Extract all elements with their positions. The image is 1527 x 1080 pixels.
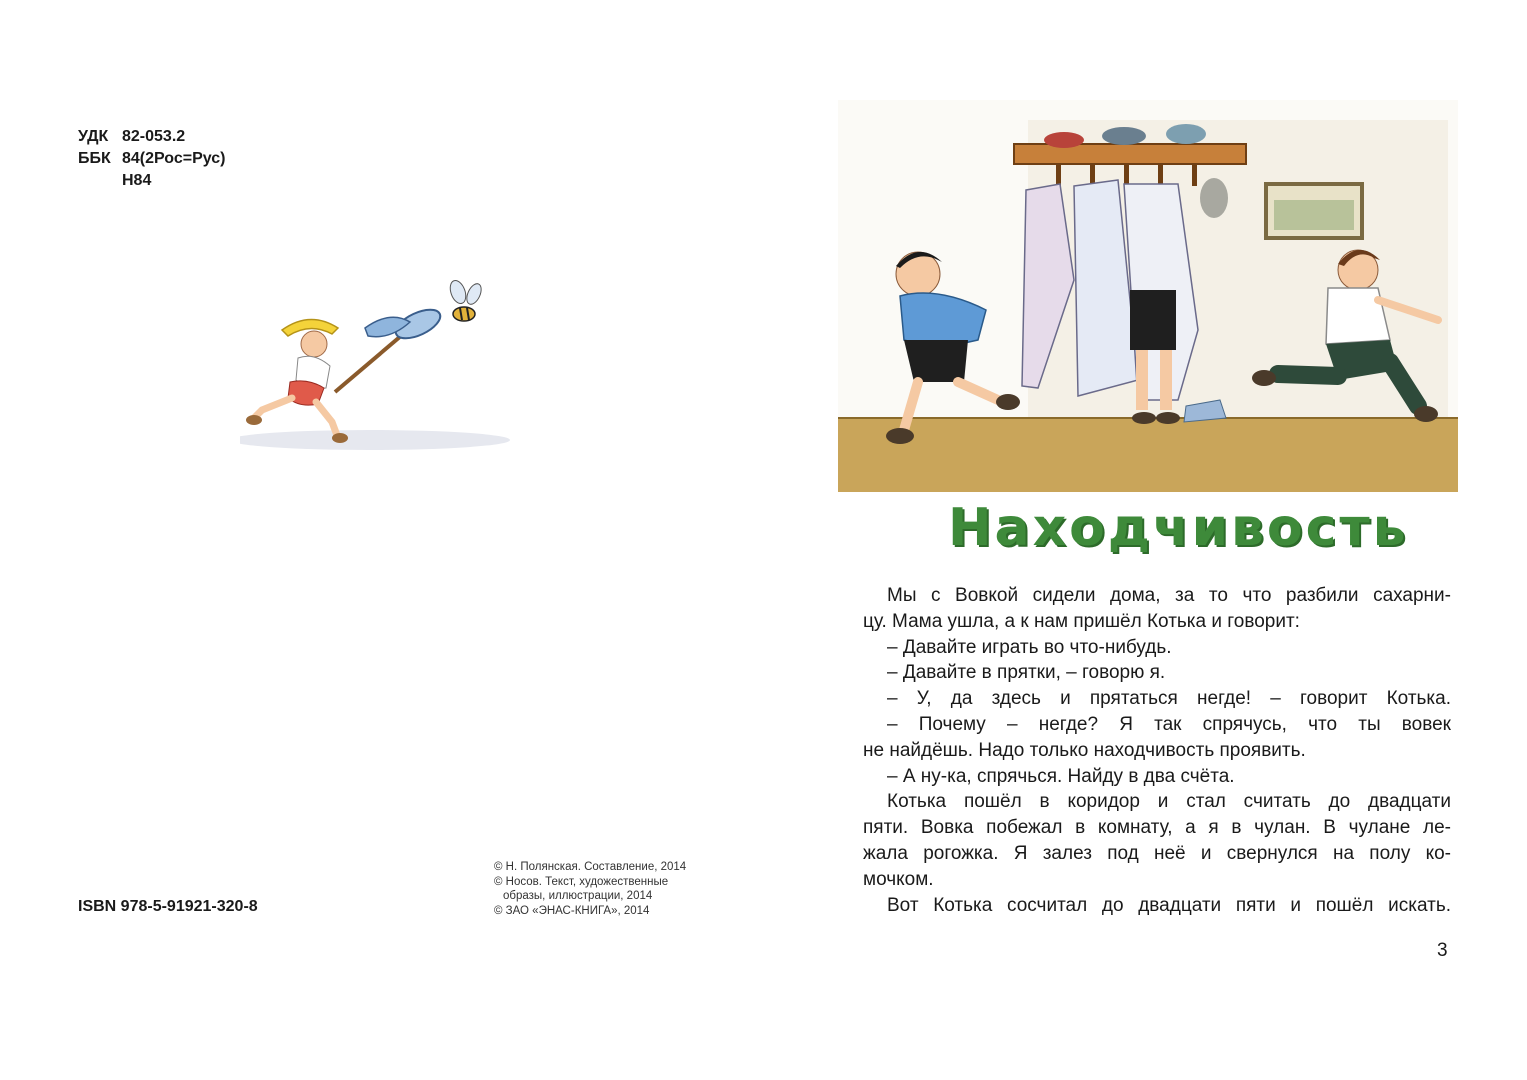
bbk-value: 84(2Рос=Рус) <box>122 150 226 167</box>
copyright-notes <box>494 860 686 918</box>
story-line: – У, да здесь и прятаться негде! – говорит Котька. <box>887 688 1451 710</box>
copyright-line: © ЗАО «ЭНАС-КНИГА», 2014 <box>494 904 650 917</box>
story-title: Находчивость <box>948 498 1409 558</box>
bee-icon <box>447 278 484 321</box>
author-mark: Н84 <box>122 172 152 189</box>
right-page <box>763 0 1527 1080</box>
boys-playing-hide-and-seek-illustration <box>838 100 1458 492</box>
page-number: 3 <box>1437 940 1448 961</box>
story-line: цу. Мама ушла, а к нам пришёл Котька и говорит: <box>863 610 1300 632</box>
boy-with-butterfly-net-illustration <box>240 270 520 470</box>
story-line: пяти. Вовка побежал в комнату, а я в чулан. В чулане ле- <box>863 817 1451 839</box>
story-line: – Давайте в прятки, – говорю я. <box>887 662 1166 684</box>
copyright-line: © Носов. Текст, художественные <box>494 875 669 888</box>
imprint-block <box>78 126 226 192</box>
story-line: – Почему – негде? Я так спрячусь, что ты вовек <box>887 713 1451 735</box>
udk-label: УДК <box>78 128 109 145</box>
udk-value: 82-053.2 <box>122 128 186 145</box>
story-line: – А ну-ка, спрячься. Найду в два счёта. <box>887 765 1235 787</box>
story-line: Котька пошёл в коридор и стал считать до двадцати <box>887 791 1451 813</box>
story-line: жала рогожка. Я залез под неё и свернулся на полу ко- <box>863 842 1451 864</box>
story-text <box>863 583 1451 918</box>
bbk-label: ББК <box>78 150 111 167</box>
isbn: ISBN 978-5-91921-320-8 <box>78 898 258 915</box>
copyright-line: © Н. Полянская. Составление, 2014 <box>494 861 687 873</box>
story-line: Вот Котька сосчитал до двадцати пяти и пошёл искать. <box>887 894 1451 916</box>
story-line: мочком. <box>863 868 934 890</box>
story-line: не найдёшь. Надо только находчивость проявить. <box>863 739 1306 761</box>
story-line: Мы с Вовкой сидели дома, за то что разбили сахарни- <box>887 585 1451 606</box>
left-page <box>0 0 763 1080</box>
copyright-line: образы, иллюстрации, 2014 <box>503 890 653 902</box>
story-line: – Давайте играть во что-нибудь. <box>887 636 1172 658</box>
